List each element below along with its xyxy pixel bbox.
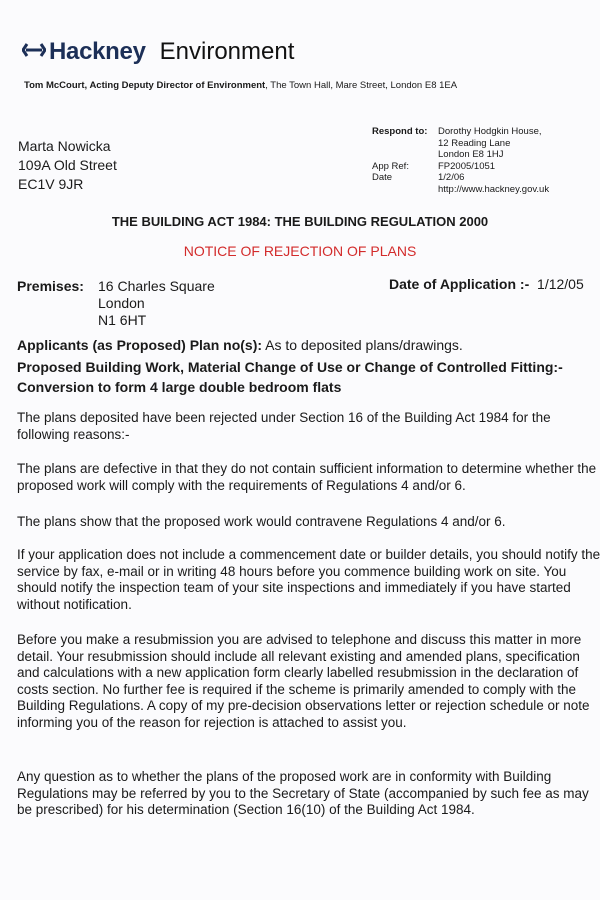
date-value: 1/2/06 (438, 172, 465, 183)
proposed-work-value: Conversion to form 4 large double bedroom flats (17, 379, 342, 395)
applicants-line (17, 337, 463, 353)
recipient-address (18, 137, 117, 194)
director-address: , The Town Hall, Mare Street, London E8 1EA (265, 80, 458, 91)
paragraph-contravene: The plans show that the proposed work would contravene Regulations 4 and/or 6. (17, 514, 506, 529)
recipient-street: 109A Old Street (18, 157, 117, 173)
letterhead (22, 38, 294, 66)
premises-line: 16 Charles Square (98, 278, 215, 294)
hackney-logo-icon (22, 41, 46, 59)
premises-line: London (98, 295, 145, 311)
paragraph-defective: The plans are defective in that they do not contain sufficient information to determine whether the proposed work will comply with the requirements of Regulations 4 and/or 6. (17, 461, 597, 493)
website-link[interactable]: http://www.hackney.gov.uk (438, 183, 550, 195)
premises-address (98, 278, 215, 329)
premises-line: N1 6HT (98, 312, 147, 328)
proposed-work-label: Proposed Building Work, Material Change of Use or Change of Controlled Fitting:- (17, 359, 563, 375)
paragraph-rejection: The plans deposited have been rejected under Section 16 of the Building Act 1984 for the following reasons:- (17, 410, 551, 442)
application-date (389, 276, 584, 292)
premises-block (17, 278, 215, 329)
respond-address-line: London E8 1HJ (438, 149, 504, 160)
paragraph-resubmission: Before you make a resubmission you are advised to telephone and discuss this matter in more detail. Your resubmission should include all relevant existing and amended plans, specification and calculations with a new application form clearly labelled resubmission in the declaration of costs section. No further fee is required if the scheme is primarily amended to comply with the Building Regulations. A copy of my pre-decision observations letter or rejection schedule or note informing you of the reason for rejection is attached to assist you. (17, 632, 590, 730)
director-line (24, 80, 457, 91)
premises-label: Premises: (17, 278, 84, 294)
director-name: Tom McCourt, Acting Deputy Director of Environment (24, 80, 266, 91)
app-ref-value: FP2005/1051 (438, 160, 496, 172)
recipient-name: Marta Nowicka (18, 138, 111, 154)
respond-address-line: Dorothy Hodgkin House, (438, 126, 542, 137)
applicants-label: Applicants (as Proposed) Plan no(s): (17, 337, 263, 353)
application-date-value: 1/12/05 (537, 276, 584, 292)
document-title: THE BUILDING ACT 1984: THE BUILDING REGULATION 2000 (111, 214, 489, 229)
paragraph-secretary-of-state: Any question as to whether the plans of the proposed work are in conformity with Building Regulations may be referred by you to the Secretary of State (accompanied by such fee as may be prescribed) for his determination (Section 16(10) of the Building Act 1984. (17, 769, 589, 817)
department-name: Environment (159, 38, 295, 65)
app-ref-label: App Ref: (372, 160, 409, 172)
respond-block (372, 126, 549, 195)
respond-address-line: 12 Reading Lane (438, 137, 511, 149)
application-date-label: Date of Application :- (389, 276, 530, 292)
respond-label: Respond to: (372, 126, 428, 137)
recipient-postcode: EC1V 9JR (18, 176, 84, 192)
paragraph-commencement: If your application does not include a commencement date or builder details, you should notify the service by fax, e-mail or in writing 48 hours before you commence building work on site. You should notify the inspection team of your site inspections and immediately if you have started without notification. (17, 547, 600, 612)
proposed-work (17, 357, 600, 397)
logo-name: Hackney (49, 38, 146, 65)
date-label: Date (372, 172, 393, 183)
applicants-value: As to deposited plans/drawings. (262, 337, 463, 353)
notice-heading: NOTICE OF REJECTION OF PLANS (183, 243, 417, 259)
